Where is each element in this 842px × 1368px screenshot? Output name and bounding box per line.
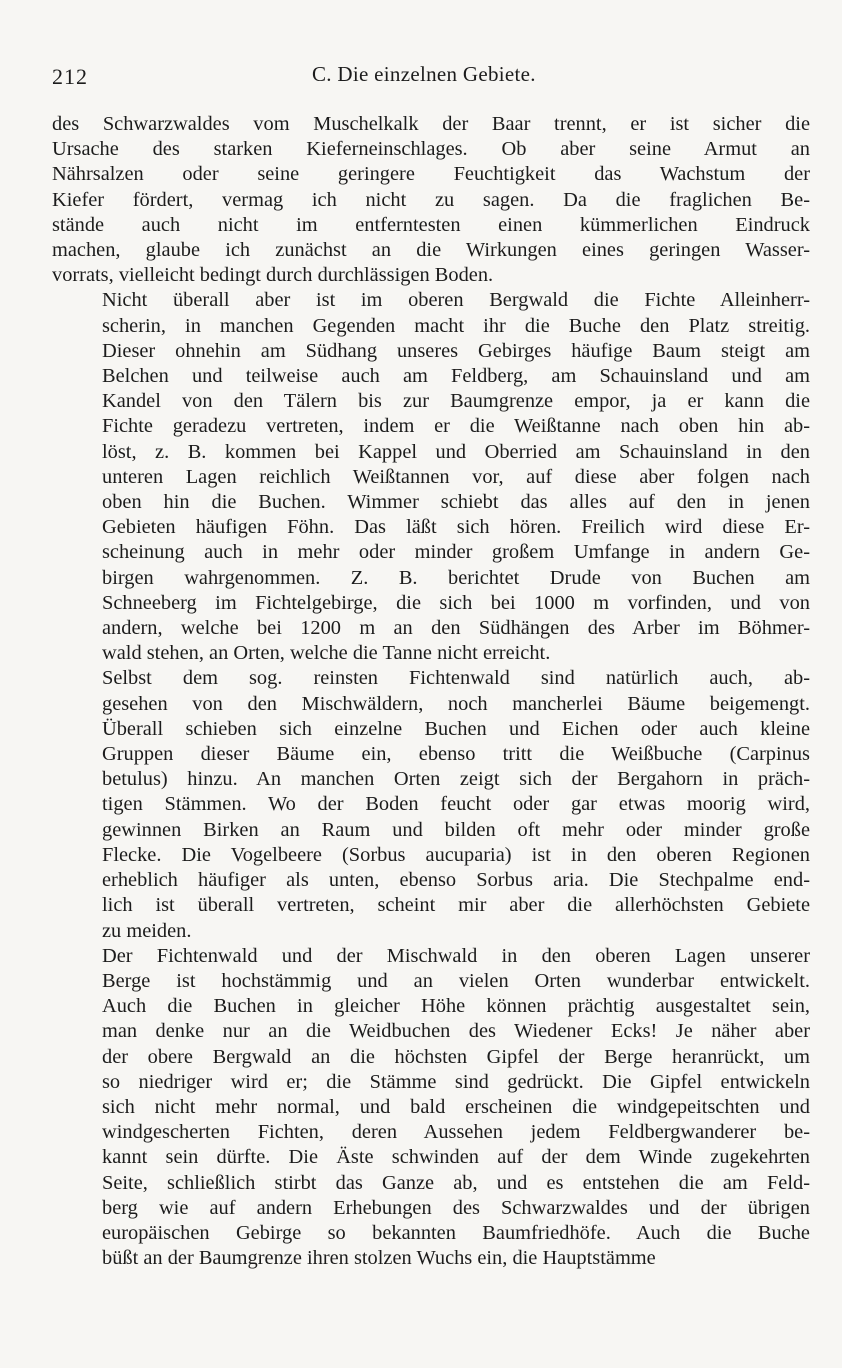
text-line: betulus) hinzu. An manchen Orten zeigt sich der Bergahorn in präch- [102, 768, 810, 791]
text-line: Der Fichtenwald und der Mischwald in den oberen Lagen unserer [102, 944, 810, 967]
text-line: scherin, in manchen Gegenden macht ihr die Buche den Platz streitig. [102, 314, 810, 337]
text-line: Seite, schließlich stirbt das Ganze ab, und es entstehen die am Feld- [102, 1171, 810, 1194]
text-line: Kiefer fördert, vermag ich nicht zu sagen. Da die fraglichen Be- [52, 188, 810, 211]
text-line: Überall schieben sich einzelne Buchen und Eichen oder auch kleine [102, 717, 810, 740]
text-line: berg wie auf andern Erhebungen des Schwarzwaldes und der übrigen [102, 1196, 810, 1219]
text-line: Schneeberg im Fichtelgebirge, die sich bei 1000 m vorfinden, und von [102, 591, 810, 614]
text-line: Fichte geradezu vertreten, indem er die Weißtanne nach oben hin ab- [102, 415, 810, 438]
text-line: Selbst dem sog. reinsten Fichtenwald sind natürlich auch, ab- [102, 667, 810, 690]
running-head: C. Die einzelnen Gebiete. [312, 62, 536, 86]
paragraph [52, 112, 810, 288]
text-line: unteren Lagen reichlich Weißtannen vor, auf diese aber folgen nach [102, 465, 810, 488]
text-line: gesehen von den Mischwäldern, noch mancherlei Bäume beigemengt. [102, 692, 810, 715]
text-line: gewinnen Birken an Raum und bilden oft mehr oder minder große [102, 818, 810, 841]
text-line: Ursache des starken Kieferneinschlages. Ob aber seine Armut an [52, 138, 810, 161]
text-line: Gebieten häufigen Föhn. Das läßt sich hören. Freilich wird diese Er- [102, 516, 810, 539]
paragraph [52, 666, 810, 943]
text-line: büßt an der Baumgrenze ihren stolzen Wuchs ein, die Hauptstämme [102, 1247, 656, 1270]
text-line: zu meiden. [102, 919, 192, 942]
text-line: sich nicht mehr normal, und bald erscheinen die windgepeitschten und [102, 1095, 810, 1118]
text-line: Gruppen dieser Bäume ein, ebenso tritt die Weißbuche (Carpinus [102, 743, 810, 766]
text-line: man denke nur an die Weidbuchen des Wiedener Ecks! Je näher aber [102, 1020, 810, 1043]
text-line: tigen Stämmen. Wo der Boden feucht oder gar etwas moorig wird, [102, 793, 810, 816]
text-line: birgen wahrgenommen. Z. B. berichtet Drude von Buchen am [102, 566, 810, 589]
text-line: des Schwarzwaldes vom Muschelkalk der Baar trennt, er ist sicher die [52, 113, 810, 135]
text-line: so niedriger wird er; die Stämme sind gedrückt. Die Gipfel entwickeln [102, 1070, 810, 1093]
text-line: stände auch nicht im entferntesten einen kümmerlichen Eindruck [52, 213, 810, 236]
page-number: 212 [52, 64, 88, 89]
paragraph [52, 944, 810, 1272]
text-line: der obere Bergwald an die höchsten Gipfel der Berge heranrückt, um [102, 1045, 810, 1068]
text-line: Auch die Buchen in gleicher Höhe können prächtig ausgestaltet sein, [102, 995, 810, 1018]
text-line: scheinung auch in mehr oder minder großem Umfange in andern Ge- [102, 541, 810, 564]
text-line: wald stehen, an Orten, welche die Tanne nicht erreicht. [102, 642, 551, 665]
text-line: lich ist überall vertreten, scheint mir aber die allerhöchsten Gebiete [102, 894, 810, 917]
body-text [52, 112, 810, 1271]
text-line: Nährsalzen oder seine geringere Feuchtigkeit das Wachstum der [52, 163, 810, 186]
text-line: Flecke. Die Vogelbeere (Sorbus aucuparia) ist in den oberen Regionen [102, 843, 810, 866]
text-line: europäischen Gebirge so bekannten Baumfriedhöfe. Auch die Buche [102, 1221, 810, 1244]
text-line: Dieser ohnehin am Südhang unseres Gebirges häufige Baum steigt am [102, 339, 810, 362]
text-line: Berge ist hochstämmig und an vielen Orten wunderbar entwickelt. [102, 969, 810, 992]
text-line: erheblich häufiger als unten, ebenso Sorbus aria. Die Stechpalme end- [102, 869, 810, 892]
paragraph [52, 288, 810, 666]
text-line: machen, glaube ich zunächst an die Wirkungen eines geringen Wasser- [52, 239, 810, 262]
text-line: löst, z. B. kommen bei Kappel und Oberried am Schauinsland in den [102, 440, 810, 463]
text-line: windgescherten Fichten, deren Aussehen jedem Feldbergwanderer be- [102, 1121, 810, 1144]
text-line: Kandel von den Tälern bis zur Baumgrenze empor, ja er kann die [102, 390, 810, 413]
page-header [52, 58, 812, 94]
text-line: kannt sein dürfte. Die Äste schwinden auf der dem Winde zugekehrten [102, 1146, 810, 1169]
text-line: vorrats, vielleicht bedingt durch durchlässigen Boden. [52, 264, 494, 287]
text-line: oben hin die Buchen. Wimmer schiebt das alles auf den in jenen [102, 491, 810, 514]
text-line: andern, welche bei 1200 m an den Südhängen des Arber im Böhmer- [102, 617, 810, 640]
text-line: Belchen und teilweise auch am Feldberg, am Schauinsland und am [102, 365, 810, 388]
text-line: Nicht überall aber ist im oberen Bergwald die Fichte Alleinherr- [102, 289, 810, 312]
